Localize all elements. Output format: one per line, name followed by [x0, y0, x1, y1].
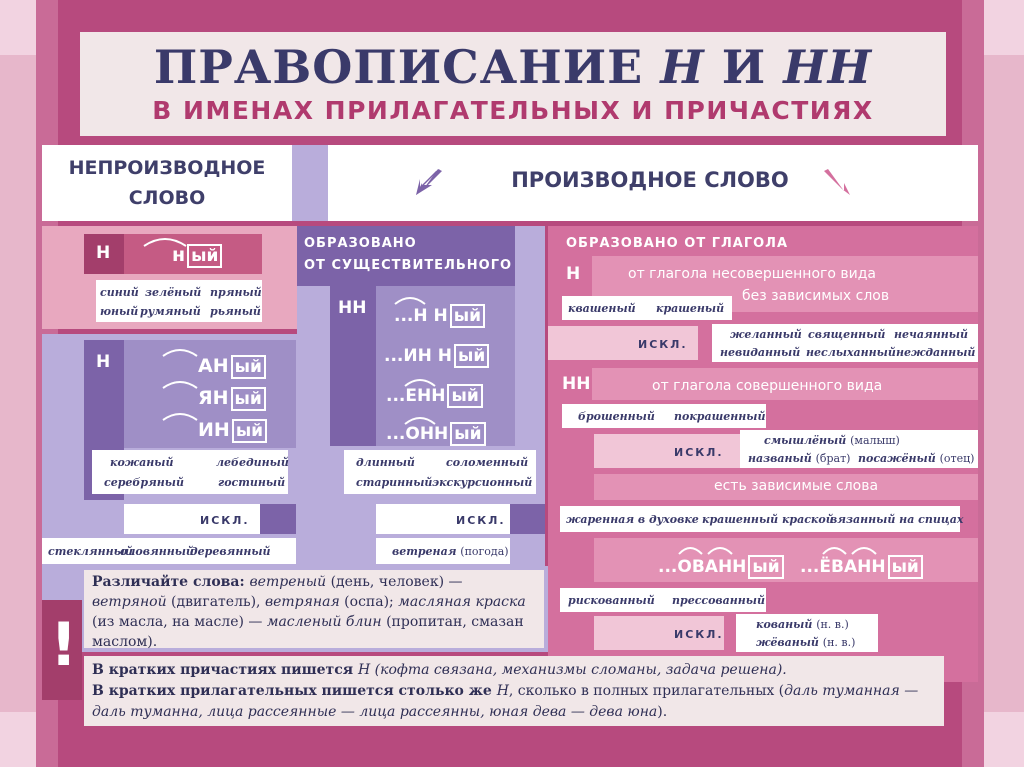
example-word: прессованный: [672, 594, 766, 607]
adj-an-iskl-marker: [260, 504, 296, 534]
iskl-label: ИСКЛ.: [200, 514, 250, 527]
verb-n-letter: Н: [566, 264, 581, 284]
adj-an-morph: ИН ый: [198, 419, 267, 443]
exclamation-icon: !: [50, 610, 78, 680]
example-word: пряный: [210, 286, 262, 299]
verb-n-rule-2: без зависимых слов: [742, 288, 890, 304]
noun-letter: НН: [338, 298, 367, 318]
verb-ovan-morph: ...ОВАНН ый: [658, 555, 784, 579]
example-word: лебединый: [216, 456, 289, 469]
exception-word: стеклянный: [48, 545, 133, 558]
derived-title: ПРОИЗВОДНОЕ СЛОВО: [511, 168, 789, 192]
nonderived-title: НЕПРОИЗВОДНОЕ СЛОВО: [68, 157, 266, 209]
adj-an-morph: ЯН ый: [198, 387, 266, 411]
example-word: румяный: [140, 305, 201, 318]
frame-square: [0, 712, 36, 767]
divider-lavender: [292, 145, 328, 221]
frame-square: [984, 712, 1024, 767]
exception-word: оловянный: [120, 545, 194, 558]
exception-word: невиданный: [720, 346, 801, 359]
example-word: гостиный: [218, 476, 286, 489]
iskl-label: ИСКЛ.: [638, 338, 688, 351]
suffix-arc-icon: [160, 376, 200, 390]
example-word: серебряный: [104, 476, 184, 489]
example-word: соломенный: [446, 456, 529, 469]
exception-word: посажёный (отец): [858, 452, 975, 465]
exception-word: ветреная (погода): [392, 545, 509, 558]
page-subtitle: В ИМЕНАХ ПРИЛАГАТЕЛЬНЫХ И ПРИЧАСТИЯХ: [152, 96, 874, 125]
example-word: зелёный: [145, 286, 202, 299]
noun-morph: ...Н Н ый: [394, 304, 485, 328]
example-word: экскурсионный: [432, 476, 533, 489]
exception-word: названый (брат): [748, 452, 851, 465]
verb-nn-rule: от глагола совершенного вида: [652, 378, 883, 394]
exception-word: желанный: [730, 328, 802, 341]
suffix-arc-icon: [676, 542, 736, 556]
page-title: ПРАВОПИСАНИЕ Н И НН: [153, 40, 873, 94]
exception-word: кованый (н. в.): [756, 618, 849, 631]
example-word: синий: [100, 286, 139, 299]
iskl-label: ИСКЛ.: [674, 628, 724, 641]
distinguish-note: Различайте слова: ветреный (день, человек) — ветряной (двигатель), ветряная (оспа); масляная краска (из масла, на масле) — масленый блин (пропитан, смазан маслом).: [92, 574, 526, 650]
bottom-note-line-2: В кратких прилагательных пишется столько же Н, сколько в полных прилагательных (даль туманная — даль туманна, лица рассеянные — лица рассеянны, юная дева — дева юна).: [92, 683, 919, 720]
exception-word: жёваный (н. в.): [756, 636, 856, 649]
example-word: покрашенный: [674, 410, 766, 423]
noun-morph: ...ИН Н ый: [384, 344, 489, 368]
bottom-note-line-1: В кратких причастиях пишется Н (кофта связана, механизмы сломаны, задача решена).: [92, 662, 787, 678]
noun-morph: ...ОНН ый: [386, 422, 486, 446]
noun-heading-box: [297, 226, 515, 286]
example-word: кожаный: [110, 456, 174, 469]
exception-word: смышлёный (малыш): [764, 434, 900, 447]
exception-word: священный: [808, 328, 886, 341]
suffix-arc-icon: [160, 344, 200, 358]
frame-right: [984, 0, 1024, 767]
frame-square: [0, 0, 36, 55]
exception-word: деревянный: [190, 545, 271, 558]
suffix-arc-icon: [160, 408, 200, 422]
suffix-arc-icon: [820, 542, 880, 556]
example-word: длинный: [356, 456, 415, 469]
verb-dep-rule: есть зависимые слова: [714, 478, 879, 494]
example-word: юный: [100, 305, 139, 318]
exception-word: нежданный: [896, 346, 976, 359]
iskl-label: ИСКЛ.: [456, 514, 506, 527]
verb-evan-morph: ...ЁВАНН ый: [800, 555, 923, 579]
frame-square: [984, 0, 1024, 55]
example-word: рьяный: [210, 305, 261, 318]
iskl-label: ИСКЛ.: [674, 446, 724, 459]
example-phrase: крашенный краской: [702, 513, 834, 526]
example-word: старинный: [356, 476, 433, 489]
example-word: рискованный: [568, 594, 655, 607]
example-phrase: жаренная в духовке: [566, 513, 699, 526]
verb-heading: ОБРАЗОВАНО ОТ ГЛАГОЛА: [566, 236, 789, 251]
nonderived-morph: н ый: [172, 244, 222, 268]
adj-an-letter: Н: [96, 352, 111, 372]
noun-iskl-marker: [510, 504, 545, 534]
exception-word: нечаянный: [894, 328, 968, 341]
nonderived-letter: Н: [96, 243, 111, 263]
example-word: крашеный: [656, 302, 725, 315]
arrow-down-right-icon: [820, 165, 852, 197]
adj-an-morph: АН ый: [198, 355, 266, 379]
exception-word: неслыханный: [806, 346, 896, 359]
verb-nn-letter: НН: [562, 374, 591, 394]
verb-n-rule-1: от глагола несовершенного вида: [628, 266, 877, 282]
example-word: брошенный: [578, 410, 655, 423]
frame-left: [0, 0, 36, 767]
bottom-note: [92, 660, 940, 723]
noun-heading-1: ОБРАЗОВАНО: [304, 236, 417, 251]
example-phrase: вязанный на спицах: [830, 513, 964, 526]
noun-heading-2: ОТ СУЩЕСТВИТЕЛЬНОГО: [304, 258, 513, 273]
example-word: квашеный: [568, 302, 636, 315]
noun-morph: ...ЕНН ый: [386, 384, 483, 408]
arrow-down-left-icon: [412, 165, 444, 197]
